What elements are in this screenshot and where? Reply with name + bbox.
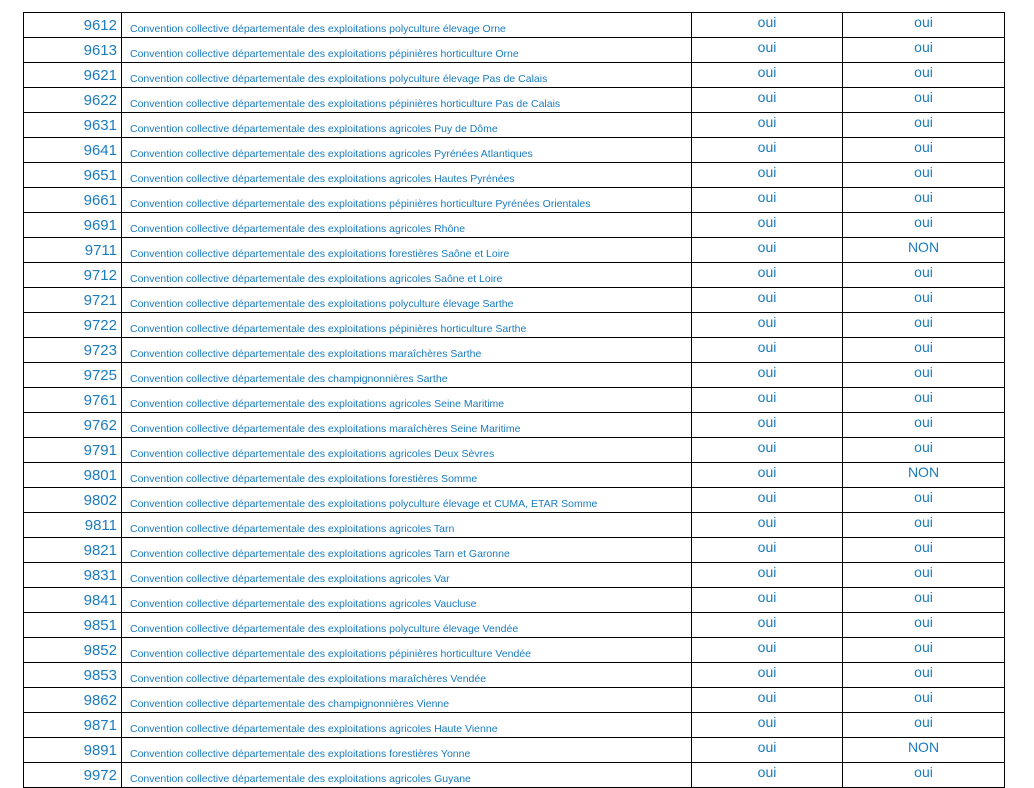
table-row	[24, 763, 1005, 788]
column-a-value-cell: oui	[692, 763, 843, 788]
table-row	[24, 538, 1005, 563]
code-cell: 9762	[24, 413, 122, 438]
column-a-value-cell: oui	[692, 538, 843, 563]
convention-label-cell: Convention collective départementale des exploitations agricoles Saône et Loire	[122, 263, 692, 288]
column-a-value-cell: oui	[692, 13, 843, 38]
convention-label-cell: Convention collective départementale des champignonnières Vienne	[122, 688, 692, 713]
column-b-value-cell: oui	[843, 763, 1005, 788]
column-a-value-cell: oui	[692, 488, 843, 513]
column-a-value-cell: oui	[692, 388, 843, 413]
column-a-value-cell: oui	[692, 38, 843, 63]
convention-label-cell: Convention collective départementale des exploitations agricoles Vaucluse	[122, 588, 692, 613]
column-b-value-cell: oui	[843, 113, 1005, 138]
table-row	[24, 688, 1005, 713]
code-cell: 9853	[24, 663, 122, 688]
code-cell: 9802	[24, 488, 122, 513]
column-a-value-cell: oui	[692, 713, 843, 738]
column-a-value-cell: oui	[692, 238, 843, 263]
convention-label-cell: Convention collective départementale des exploitations agricoles Deux Sèvres	[122, 438, 692, 463]
column-b-value-cell: NON	[843, 238, 1005, 263]
table-row	[24, 363, 1005, 388]
column-a-value-cell: oui	[692, 613, 843, 638]
column-a-value-cell: oui	[692, 163, 843, 188]
column-b-value-cell: oui	[843, 663, 1005, 688]
code-cell: 9972	[24, 763, 122, 788]
table-row	[24, 188, 1005, 213]
convention-label-cell: Convention collective départementale des exploitations agricoles Guyane	[122, 763, 692, 788]
convention-label-cell: Convention collective départementale des champignonnières Sarthe	[122, 363, 692, 388]
column-a-value-cell: oui	[692, 663, 843, 688]
column-b-value-cell: oui	[843, 638, 1005, 663]
convention-label-cell: Convention collective départementale des exploitations pépinières horticulture Sarthe	[122, 313, 692, 338]
code-cell: 9722	[24, 313, 122, 338]
table-row	[24, 288, 1005, 313]
column-b-value-cell: oui	[843, 538, 1005, 563]
table-row	[24, 638, 1005, 663]
convention-label-cell: Convention collective départementale des exploitations agricoles Seine Maritime	[122, 388, 692, 413]
table-row	[24, 113, 1005, 138]
table-row	[24, 138, 1005, 163]
column-b-value-cell: NON	[843, 463, 1005, 488]
code-cell: 9691	[24, 213, 122, 238]
column-b-value-cell: oui	[843, 513, 1005, 538]
code-cell: 9613	[24, 38, 122, 63]
convention-label-cell: Convention collective départementale des exploitations polyculture élevage Orne	[122, 13, 692, 38]
column-b-value-cell: oui	[843, 413, 1005, 438]
code-cell: 9621	[24, 63, 122, 88]
column-a-value-cell: oui	[692, 113, 843, 138]
convention-label-cell: Convention collective départementale des exploitations agricoles Haute Vienne	[122, 713, 692, 738]
column-b-value-cell: oui	[843, 438, 1005, 463]
column-b-value-cell: oui	[843, 138, 1005, 163]
table-row	[24, 388, 1005, 413]
code-cell: 9871	[24, 713, 122, 738]
table-row	[24, 438, 1005, 463]
code-cell: 9711	[24, 238, 122, 263]
table-row	[24, 488, 1005, 513]
code-cell: 9801	[24, 463, 122, 488]
column-b-value-cell: oui	[843, 13, 1005, 38]
column-b-value-cell: oui	[843, 688, 1005, 713]
column-b-value-cell: oui	[843, 613, 1005, 638]
table-row	[24, 713, 1005, 738]
convention-label-cell: Convention collective départementale des exploitations polyculture élevage et CUMA, ETAR Somme	[122, 488, 692, 513]
column-a-value-cell: oui	[692, 213, 843, 238]
convention-label-cell: Convention collective départementale des exploitations forestières Saône et Loire	[122, 238, 692, 263]
table-row	[24, 63, 1005, 88]
code-cell: 9723	[24, 338, 122, 363]
table-row	[24, 663, 1005, 688]
column-a-value-cell: oui	[692, 313, 843, 338]
code-cell: 9791	[24, 438, 122, 463]
code-cell: 9862	[24, 688, 122, 713]
column-a-value-cell: oui	[692, 588, 843, 613]
column-b-value-cell: oui	[843, 313, 1005, 338]
convention-label-cell: Convention collective départementale des exploitations forestières Somme	[122, 463, 692, 488]
convention-label-cell: Convention collective départementale des exploitations pépinières horticulture Pyrénées Orientales	[122, 188, 692, 213]
table-row	[24, 263, 1005, 288]
column-a-value-cell: oui	[692, 138, 843, 163]
column-b-value-cell: oui	[843, 88, 1005, 113]
table-row	[24, 738, 1005, 763]
column-a-value-cell: oui	[692, 338, 843, 363]
column-b-value-cell: oui	[843, 338, 1005, 363]
convention-label-cell: Convention collective départementale des exploitations agricoles Pyrénées Atlantiques	[122, 138, 692, 163]
column-b-value-cell: oui	[843, 38, 1005, 63]
table-row	[24, 338, 1005, 363]
column-a-value-cell: oui	[692, 463, 843, 488]
code-cell: 9725	[24, 363, 122, 388]
code-cell: 9631	[24, 113, 122, 138]
table-row	[24, 463, 1005, 488]
column-a-value-cell: oui	[692, 738, 843, 763]
column-b-value-cell: oui	[843, 588, 1005, 613]
convention-label-cell: Convention collective départementale des exploitations forestières Yonne	[122, 738, 692, 763]
column-a-value-cell: oui	[692, 288, 843, 313]
convention-label-cell: Convention collective départementale des exploitations polyculture élevage Pas de Calais	[122, 63, 692, 88]
table-row	[24, 88, 1005, 113]
conventions-table-wrapper	[23, 12, 1005, 788]
column-a-value-cell: oui	[692, 263, 843, 288]
column-b-value-cell: oui	[843, 213, 1005, 238]
table-row	[24, 163, 1005, 188]
column-a-value-cell: oui	[692, 688, 843, 713]
convention-label-cell: Convention collective départementale des exploitations pépinières horticulture Vendée	[122, 638, 692, 663]
column-b-value-cell: oui	[843, 563, 1005, 588]
column-b-value-cell: oui	[843, 288, 1005, 313]
code-cell: 9641	[24, 138, 122, 163]
column-a-value-cell: oui	[692, 63, 843, 88]
column-b-value-cell: oui	[843, 188, 1005, 213]
column-b-value-cell: oui	[843, 488, 1005, 513]
table-row	[24, 588, 1005, 613]
convention-label-cell: Convention collective départementale des exploitations polyculture élevage Vendée	[122, 613, 692, 638]
conventions-table	[23, 12, 1005, 788]
table-row	[24, 563, 1005, 588]
code-cell: 9852	[24, 638, 122, 663]
column-a-value-cell: oui	[692, 438, 843, 463]
code-cell: 9721	[24, 288, 122, 313]
column-b-value-cell: oui	[843, 363, 1005, 388]
code-cell: 9831	[24, 563, 122, 588]
convention-label-cell: Convention collective départementale des exploitations pépinières horticulture Pas de Calais	[122, 88, 692, 113]
column-b-value-cell: NON	[843, 738, 1005, 763]
column-a-value-cell: oui	[692, 188, 843, 213]
convention-label-cell: Convention collective départementale des exploitations maraîchères Vendée	[122, 663, 692, 688]
convention-label-cell: Convention collective départementale des exploitations agricoles Var	[122, 563, 692, 588]
table-body	[24, 13, 1005, 788]
convention-label-cell: Convention collective départementale des exploitations polyculture élevage Sarthe	[122, 288, 692, 313]
code-cell: 9661	[24, 188, 122, 213]
column-a-value-cell: oui	[692, 413, 843, 438]
column-a-value-cell: oui	[692, 513, 843, 538]
column-a-value-cell: oui	[692, 88, 843, 113]
convention-label-cell: Convention collective départementale des exploitations agricoles Tarn et Garonne	[122, 538, 692, 563]
table-row	[24, 38, 1005, 63]
code-cell: 9821	[24, 538, 122, 563]
convention-label-cell: Convention collective départementale des exploitations agricoles Rhône	[122, 213, 692, 238]
column-b-value-cell: oui	[843, 263, 1005, 288]
code-cell: 9761	[24, 388, 122, 413]
convention-label-cell: Convention collective départementale des exploitations agricoles Hautes Pyrénées	[122, 163, 692, 188]
column-b-value-cell: oui	[843, 63, 1005, 88]
convention-label-cell: Convention collective départementale des exploitations maraîchères Sarthe	[122, 338, 692, 363]
code-cell: 9841	[24, 588, 122, 613]
code-cell: 9612	[24, 13, 122, 38]
table-row	[24, 313, 1005, 338]
convention-label-cell: Convention collective départementale des exploitations maraîchères Seine Maritime	[122, 413, 692, 438]
table-row	[24, 413, 1005, 438]
code-cell: 9651	[24, 163, 122, 188]
code-cell: 9622	[24, 88, 122, 113]
code-cell: 9712	[24, 263, 122, 288]
convention-label-cell: Convention collective départementale des exploitations agricoles Puy de Dôme	[122, 113, 692, 138]
column-a-value-cell: oui	[692, 563, 843, 588]
code-cell: 9851	[24, 613, 122, 638]
convention-label-cell: Convention collective départementale des exploitations pépinières horticulture Orne	[122, 38, 692, 63]
table-row	[24, 13, 1005, 38]
table-row	[24, 513, 1005, 538]
column-b-value-cell: oui	[843, 163, 1005, 188]
column-a-value-cell: oui	[692, 638, 843, 663]
table-row	[24, 213, 1005, 238]
code-cell: 9891	[24, 738, 122, 763]
table-row	[24, 238, 1005, 263]
table-row	[24, 613, 1005, 638]
column-b-value-cell: oui	[843, 713, 1005, 738]
column-a-value-cell: oui	[692, 363, 843, 388]
column-b-value-cell: oui	[843, 388, 1005, 413]
convention-label-cell: Convention collective départementale des exploitations agricoles Tarn	[122, 513, 692, 538]
code-cell: 9811	[24, 513, 122, 538]
